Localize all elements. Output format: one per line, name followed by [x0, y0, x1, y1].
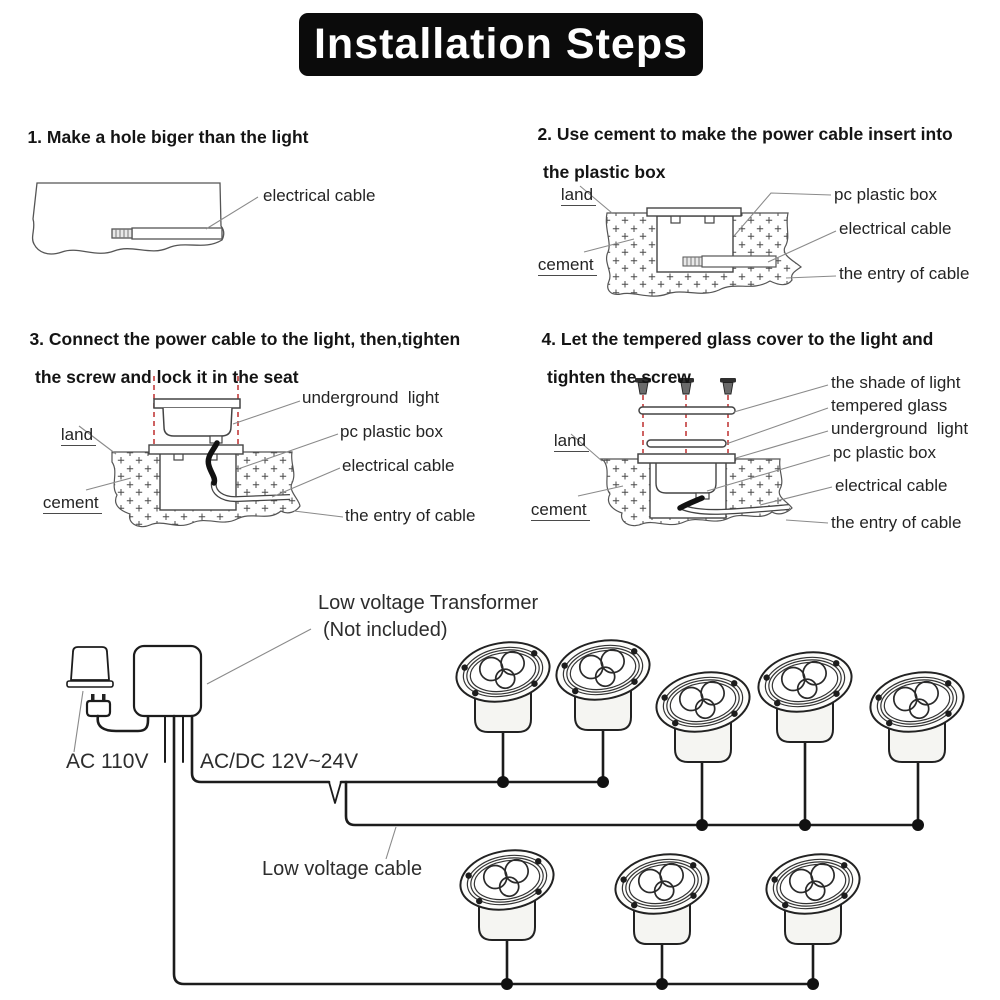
- light-fixture-1: [452, 635, 555, 732]
- label-electrical-cable: electrical cable: [835, 476, 948, 495]
- label-ac-dc-12v-24v: AC/DC 12V~24V: [200, 750, 359, 773]
- label-land: land: [542, 165, 596, 205]
- label-pc-plastic-box: pc plastic box: [834, 185, 937, 204]
- step3-heading: 3. Connect the power cable to the light, then,tighten the screw and lock it in the seat: [29, 329, 461, 387]
- label-land: land: [42, 405, 96, 445]
- step1-heading: 1. Make a hole biger than the light: [27, 127, 309, 147]
- transformer-box: [134, 646, 201, 716]
- label-pc-plastic-box: pc plastic box: [833, 443, 936, 462]
- label-electrical-cable: electrical cable: [263, 186, 376, 205]
- label-electrical-cable: electrical cable: [839, 219, 952, 238]
- light-fixture-8: [762, 847, 865, 944]
- step4-heading: 4. Let the tempered glass cover to the light and tighten the screw: [541, 329, 934, 387]
- light-fixture-4: [754, 645, 857, 742]
- label-cement: cement: [24, 473, 102, 513]
- light-fixture-3: [652, 665, 755, 762]
- label-transformer: Low voltage Transformer: [318, 592, 539, 614]
- light-fixtures: [452, 633, 969, 944]
- label-underground-light: underground light: [302, 388, 440, 407]
- label-entry-of-cable: the entry of cable: [345, 506, 476, 525]
- light-fixture-7: [611, 847, 714, 944]
- label-low-voltage-cable: Low voltage cable: [262, 858, 423, 880]
- light-fixture-2: [552, 633, 655, 730]
- label-underground-light: underground light: [831, 419, 969, 438]
- step2-diagram: [606, 208, 801, 296]
- label-shade-of-light: the shade of light: [831, 373, 961, 392]
- label-electrical-cable: electrical cable: [342, 456, 455, 475]
- label-not-included: (Not included): [323, 619, 448, 641]
- label-entry-of-cable: the entry of cable: [839, 264, 970, 283]
- label-ac-110v: AC 110V: [66, 750, 149, 773]
- label-pc-plastic-box: pc plastic box: [340, 422, 443, 441]
- label-cement: cement: [519, 235, 597, 275]
- wall-socket: [71, 647, 109, 680]
- label-land: land: [535, 411, 589, 451]
- light-fixture-6: [456, 843, 559, 940]
- label-entry-of-cable: the entry of cable: [831, 513, 962, 532]
- label-cement: cement: [512, 480, 590, 520]
- light-fixture-5: [866, 665, 969, 762]
- page-title: Installation Steps: [299, 13, 703, 76]
- label-tempered-glass: tempered glass: [831, 396, 948, 415]
- step1-diagram: [33, 183, 224, 254]
- step2-heading: 2. Use cement to make the power cable insert into the plastic box: [537, 124, 953, 182]
